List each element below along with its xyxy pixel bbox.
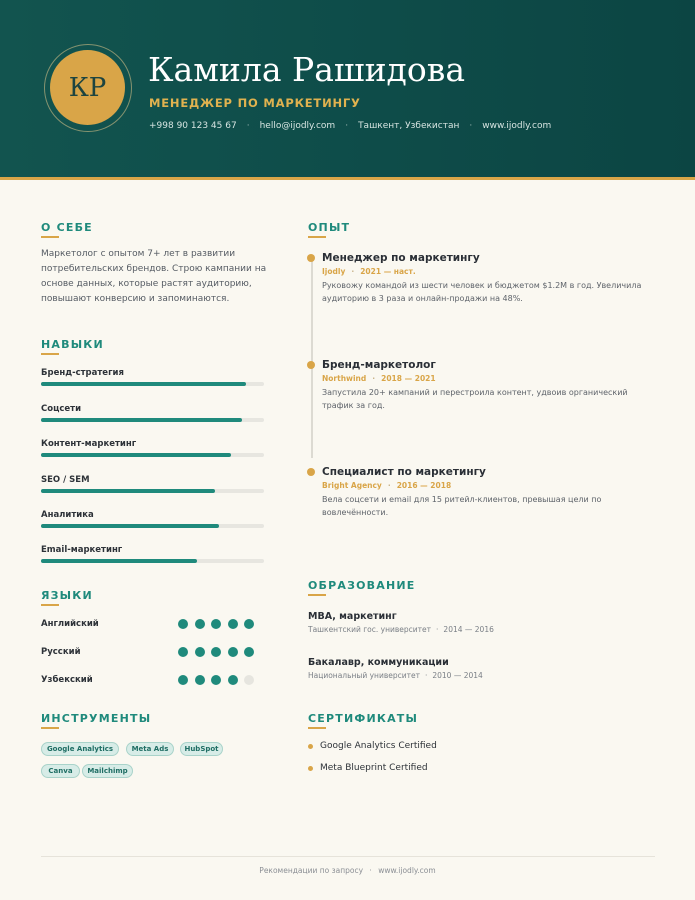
level-dot-filled	[178, 647, 188, 657]
job-description: Вела соцсети и email для 15 ритейл-клиентов, превышая цели по вовлечённости.	[322, 495, 602, 517]
job-period: 2021 — наст.	[360, 267, 416, 276]
tool-tag: Meta Ads	[126, 742, 174, 756]
job-description: Запустила 20+ кампаний и перестроила контент, удвоив органический трафик за год.	[322, 388, 628, 410]
job-meta	[322, 374, 436, 383]
job-meta-separator: ·	[351, 267, 355, 276]
language-label: Английский	[41, 619, 99, 629]
skill-bar-fill	[41, 382, 246, 386]
contact-phone[interactable]: +998 90 123 45 67	[149, 121, 237, 131]
section-underline	[308, 594, 326, 596]
level-dot-filled	[211, 647, 221, 657]
level-dot-filled	[195, 675, 205, 685]
bullet-icon	[308, 744, 313, 749]
education-title: ОБРАЗОВАНИЕ	[308, 579, 416, 592]
person-name: Камила Рашидова	[148, 50, 465, 89]
footer-divider	[41, 856, 655, 857]
skill-bar-fill	[41, 453, 231, 457]
skill-label: Бренд-стратегия	[41, 368, 124, 378]
skill-label: Аналитика	[41, 510, 94, 520]
level-dot-filled	[228, 675, 238, 685]
about-title: О СЕБЕ	[41, 221, 93, 234]
education-school: Национальный университет	[308, 671, 420, 680]
skill-bar-track	[41, 524, 264, 528]
skill-bar-fill	[41, 489, 215, 493]
skill-bar-fill	[41, 559, 197, 563]
section-underline	[308, 727, 326, 729]
certificate-label: Meta Blueprint Certified	[320, 763, 428, 773]
tools-title: ИНСТРУМЕНТЫ	[41, 712, 152, 725]
education-period: 2014 — 2016	[443, 625, 494, 634]
certificate-label: Google Analytics Certified	[320, 741, 437, 751]
level-dot-filled	[244, 647, 254, 657]
skill-label: Контент-маркетинг	[41, 439, 137, 449]
job-description: Руковожу командой из шести человек и бюджетом $1.2M в год. Увеличила аудиторию в 3 раза и онлайн-продажи на 48%.	[322, 281, 642, 303]
footer	[0, 866, 695, 875]
language-level-dots	[178, 675, 254, 685]
language-label: Русский	[41, 647, 81, 657]
job-title: Бренд-маркетолог	[322, 359, 436, 371]
section-underline	[41, 353, 59, 355]
job-period: 2018 — 2021	[381, 374, 436, 383]
avatar: КР	[50, 50, 125, 125]
skill-bar-track	[41, 489, 264, 493]
contact-website[interactable]: www.ijodly.com	[482, 121, 552, 131]
section-underline	[41, 236, 59, 238]
level-dot-filled	[195, 619, 205, 629]
education-school: Ташкентский гос. университет	[308, 625, 432, 634]
language-level-dots	[178, 619, 254, 629]
certificate-item	[308, 763, 428, 773]
footer-website[interactable]: www.ijodly.com	[378, 866, 436, 875]
skills-title: НАВЫКИ	[41, 338, 104, 351]
tool-tag: HubSpot	[180, 742, 223, 756]
contact-location: Ташкент, Узбекистан	[358, 121, 460, 131]
contact-email[interactable]: hello@ijodly.com	[259, 121, 336, 131]
education-separator: ·	[436, 625, 439, 634]
timeline-dot	[307, 254, 315, 262]
level-dot-filled	[228, 647, 238, 657]
education-meta	[308, 671, 483, 680]
level-dot-empty	[244, 675, 254, 685]
timeline-dot	[307, 361, 315, 369]
contact-separator: ·	[469, 121, 473, 131]
experience-title: ОПЫТ	[308, 221, 351, 234]
skill-bar-track	[41, 382, 264, 386]
section-underline	[41, 727, 59, 729]
education-meta	[308, 625, 494, 634]
skill-label: Соцсети	[41, 404, 82, 414]
contact-line	[149, 121, 551, 131]
about-text: Маркетолог с опытом 7+ лет в развитии потребительских брендов. Строю кампании на основе данных, которые растят аудиторию, повышают конверсию и запоминаются.	[41, 249, 267, 304]
footer-separator: ·	[369, 866, 372, 875]
skill-bar-track	[41, 453, 264, 457]
level-dot-filled	[178, 675, 188, 685]
skill-label: SEO / SEM	[41, 475, 90, 485]
skill-label: Email-маркетинг	[41, 545, 123, 555]
skill-bar-fill	[41, 524, 219, 528]
education-degree: Бакалавр, коммуникации	[308, 657, 449, 668]
languages-title: ЯЗЫКИ	[41, 589, 93, 602]
education-separator: ·	[424, 671, 428, 680]
job-meta	[322, 267, 416, 276]
job-meta-separator: ·	[387, 481, 391, 490]
contact-separator: ·	[246, 121, 250, 131]
level-dot-filled	[178, 619, 188, 629]
job-period: 2016 — 2018	[396, 481, 452, 490]
avatar-ring	[44, 44, 132, 132]
resume-header	[0, 0, 695, 180]
job-meta-separator: ·	[372, 374, 376, 383]
skill-bar-track	[41, 418, 264, 422]
job-company: Ijodly	[322, 267, 346, 276]
tool-tag: Mailchimp	[82, 764, 133, 778]
section-underline	[41, 604, 59, 606]
level-dot-filled	[195, 647, 205, 657]
timeline-line	[311, 258, 313, 458]
tool-tag: Canva	[41, 764, 80, 778]
contact-separator: ·	[345, 121, 349, 131]
level-dot-filled	[211, 619, 221, 629]
section-underline	[308, 236, 326, 238]
footer-text: Рекомендации по запросу	[259, 866, 364, 875]
job-title: Менеджер по маркетингу	[322, 252, 480, 264]
education-period: 2010 — 2014	[432, 671, 483, 680]
certificates-title: СЕРТИФИКАТЫ	[308, 712, 419, 725]
job-company: Bright Agency	[322, 481, 382, 490]
level-dot-filled	[228, 619, 238, 629]
skill-bar-fill	[41, 418, 242, 422]
job-company: Northwind	[322, 374, 367, 383]
education-degree: MBA, маркетинг	[308, 611, 397, 622]
tool-tag: Google Analytics	[41, 742, 119, 756]
job-title: Специалист по маркетингу	[322, 466, 486, 478]
level-dot-filled	[211, 675, 221, 685]
timeline-dot	[307, 468, 315, 476]
job-role: МЕНЕДЖЕР ПО МАРКЕТИНГУ	[149, 96, 361, 110]
language-level-dots	[178, 647, 254, 657]
level-dot-filled	[244, 619, 254, 629]
job-meta	[322, 481, 451, 490]
certificate-item	[308, 741, 437, 751]
language-label: Узбекский	[41, 675, 93, 685]
bullet-icon	[308, 766, 313, 771]
skill-bar-track	[41, 559, 264, 563]
